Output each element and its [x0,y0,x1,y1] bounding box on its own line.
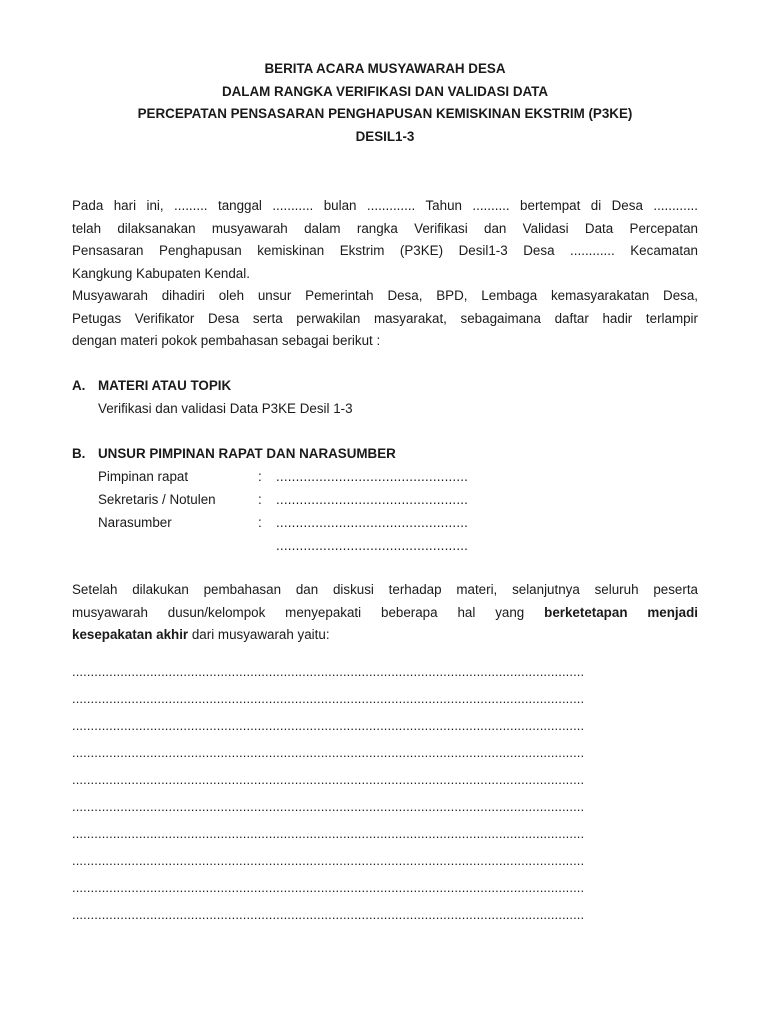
agreement-blank-line[interactable]: .......................................................................................................................................... [72,881,585,895]
closing-text: musyawarah dusun/kelompok menyepakati beberapa hal yang [72,604,525,620]
closing-bold-text: berketetapan menjadi [544,604,698,620]
title-line-1: BERITA ACARA MUSYAWARAH DESA [264,61,506,76]
section-b-letter: B. [72,446,86,461]
agreement-blank-line[interactable]: .......................................................................................................................................... [72,908,585,922]
field-blank[interactable]: ................................................. [276,515,469,530]
closing-bold-text: kesepakatan akhir [72,627,189,643]
section-a-body: Verifikasi dan validasi Data P3KE Desil 1-3 [98,401,353,416]
section-b-heading [72,443,396,466]
field-blank[interactable]: ................................................. [276,538,469,553]
agreement-blank-line[interactable]: .......................................................................................................................................... [72,854,585,868]
field-label: Narasumber [98,515,172,530]
section-a-letter: A. [72,378,86,393]
attendance-line: Petugas Verifikator Desa serta perwakilan masyarakat, sebagaimana daftar hadir terlampir [72,310,698,326]
closing-paragraph [72,579,698,647]
agreement-blank-line[interactable]: .......................................................................................................................................... [72,692,585,706]
field-blank[interactable]: ................................................. [276,469,469,484]
title-line-2: DALAM RANGKA VERIFIKASI DAN VALIDASI DATA [221,83,549,99]
intro-line: Pada hari ini, ......... tanggal ........... bulan ............. Tahun .......... bertempat di Desa ............ [72,198,698,213]
field-label: Pimpinan rapat [98,469,189,484]
attendance-line: dengan materi pokok pembahasan sebagai berikut : [72,333,381,349]
agreement-blank-line[interactable]: .......................................................................................................................................... [72,773,585,787]
intro-paragraph [72,195,698,285]
section-b-title: UNSUR PIMPINAN RAPAT DAN NARASUMBER [98,446,396,461]
field-colon: : [258,469,262,484]
closing-line [72,602,698,625]
closing-text: dari musyawarah yaitu: [191,627,330,643]
attendance-paragraph [72,285,698,353]
intro-line: telah dilaksanakan musyawarah dalam rangka Verifikasi dan Validasi Data Percepatan [72,220,698,236]
closing-line [72,624,698,647]
closing-line: Setelah dilakukan pembahasan dan diskusi terhadap materi, selanjutnya seluruh peserta [72,582,698,597]
agreement-blank-line[interactable]: .......................................................................................................................................... [72,719,585,733]
intro-line: Kangkung Kabupaten Kendal. [72,265,250,281]
intro-line: Pensasaran Penghapusan kemiskinan Ekstrim (P3KE) Desil1-3 Desa ............ Kecamatan [72,243,698,259]
title-line-3: PERCEPATAN PENSASARAN PENGHAPUSAN KEMISKINAN EKSTRIM (P3KE) [137,106,633,122]
field-colon: : [258,492,262,507]
agreement-blank-line[interactable]: .......................................................................................................................................... [72,827,585,841]
attendance-line: Musyawarah dihadiri oleh unsur Pemerintah Desa, BPD, Lembaga kemasyarakatan Desa, [72,288,698,303]
agreement-blank-line[interactable]: .......................................................................................................................................... [72,800,585,814]
title-line-4: DESIL1-3 [355,129,415,145]
section-a-title: MATERI ATAU TOPIK [98,378,232,393]
agreement-blank-line[interactable]: .......................................................................................................................................... [72,746,585,760]
field-label: Sekretaris / Notulen [98,492,216,507]
field-colon: : [258,515,262,530]
agreement-blank-line[interactable]: .......................................................................................................................................... [72,665,585,679]
field-blank[interactable]: ................................................. [276,492,469,507]
section-a-heading [72,375,231,398]
document-title [72,58,698,149]
